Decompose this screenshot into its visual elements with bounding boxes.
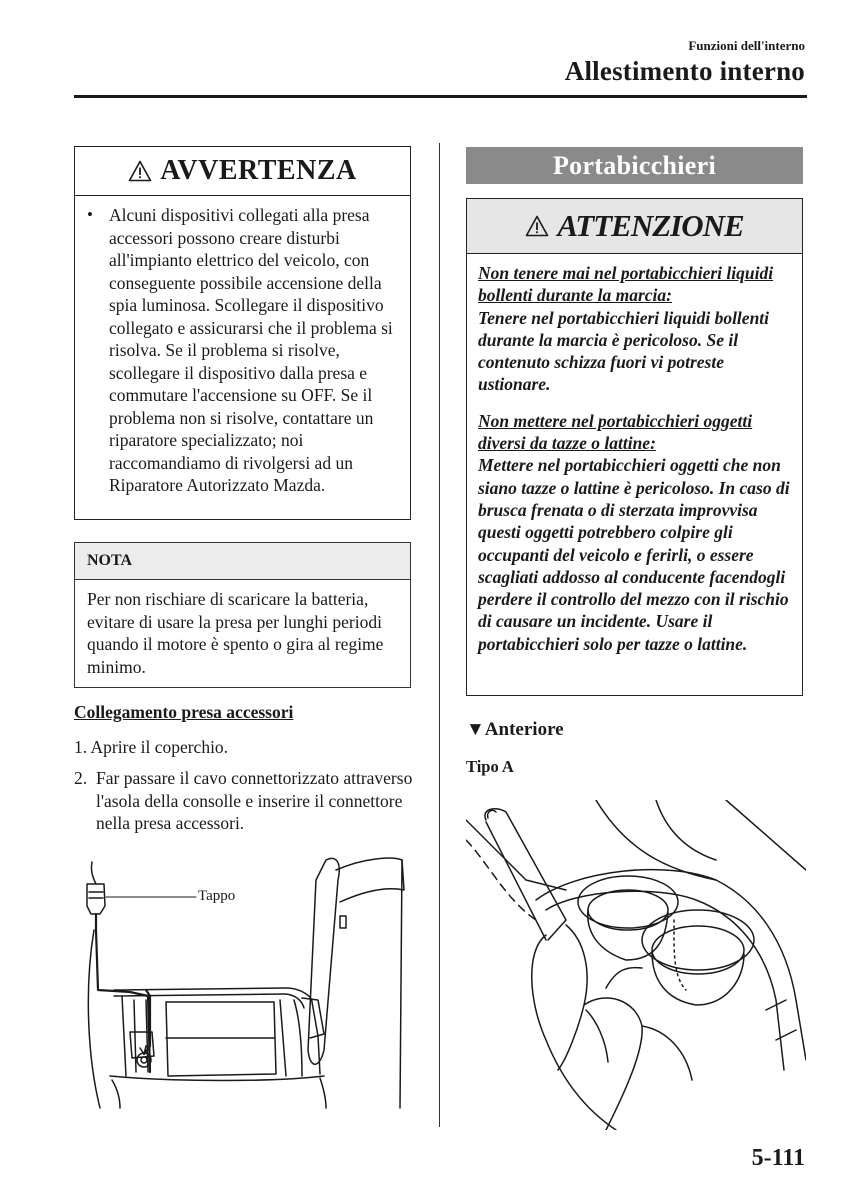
header-rule xyxy=(74,95,807,98)
warning-box xyxy=(74,146,411,520)
step-2-text: Far passare il cavo connettorizzato attraverso l'asola della consolle e inserire il connettore nella presa accessori. xyxy=(96,768,413,833)
warning-text: Alcuni dispositivi collegati alla presa accessori possono creare disturbi all'impianto elettrico del veicolo, con conseguente possibile accensione della spia luminosa. Scollegare il dispositivo collegato e assicurarsi che il problema si risolva. Se il problema si risolve, scollegare il dispositivo dalla presa e commutare l'accensione su OFF. Se il problema non si risolve, contattare un riparatore specializzato; noi raccomandiamo di rivolgersi ad un Riparatore Autorizzato Mazda. xyxy=(109,205,393,495)
caution-title: ATTENZIONE xyxy=(557,208,744,243)
step-1 xyxy=(74,736,414,759)
caution-para2-heading: Non mettere nel portabicchieri oggetti diversi da tazze o lattine: xyxy=(478,410,753,454)
type-label: Tipo A xyxy=(466,757,514,776)
page-number: 5-111 xyxy=(751,1145,805,1171)
step-1-text: Aprire il coperchio. xyxy=(90,737,229,757)
step-2-number: 2. xyxy=(74,768,88,788)
console-illustration xyxy=(74,850,414,1110)
caution-triangle-icon xyxy=(525,215,549,237)
caution-header xyxy=(467,199,802,254)
step-1-number: 1. xyxy=(74,737,88,757)
front-heading: ▼Anteriore xyxy=(466,719,564,740)
note-title: NOTA xyxy=(75,543,410,580)
cupholder-illustration xyxy=(466,800,806,1130)
bullet: • xyxy=(87,205,93,224)
warning-body xyxy=(75,196,410,497)
tappo-callout-label: Tappo xyxy=(198,888,236,904)
warning-title: AVVERTENZA xyxy=(160,155,357,186)
page-title: Allestimento interno xyxy=(564,56,805,86)
column-divider xyxy=(439,143,440,1127)
note-text: Per non rischiare di scaricare la batteria, evitare di usare la presa per lunghi periodi quando il motore è spento o gira al regime minimo. xyxy=(87,589,384,677)
cup-holder-banner: Portabicchieri xyxy=(466,147,803,184)
warning-triangle-icon xyxy=(128,160,152,182)
accessory-heading: Collegamento presa accessori xyxy=(74,702,294,722)
caution-para1-heading: Non tenere mai nel portabicchieri liquidi bollenti durante la marcia: xyxy=(478,263,774,306)
caution-para2-text: Mettere nel portabicchieri oggetti che non siano tazze o lattine è pericoloso. In caso di brusca frenata o di sterzata improvvisa questi oggetti potrebbero colpire gli occupanti del veicolo e ferirli, o essere scagliati addosso al conducente facendogli perdere il controllo del mezzo con il rischio di causare un incidente. Usare il portabicchieri solo per tazze o lattine. xyxy=(478,455,790,654)
caution-box xyxy=(466,198,803,696)
warning-header xyxy=(75,147,410,196)
step-2 xyxy=(74,767,414,835)
caution-para1-text: Tenere nel portabicchieri liquidi bollenti durante la marcia è pericoloso. Se il contenuto schizza fuori vi potreste ustionare. xyxy=(478,307,770,395)
note-box xyxy=(74,542,411,688)
section-label: Funzioni dell'interno xyxy=(688,38,805,53)
caution-body xyxy=(467,254,802,655)
